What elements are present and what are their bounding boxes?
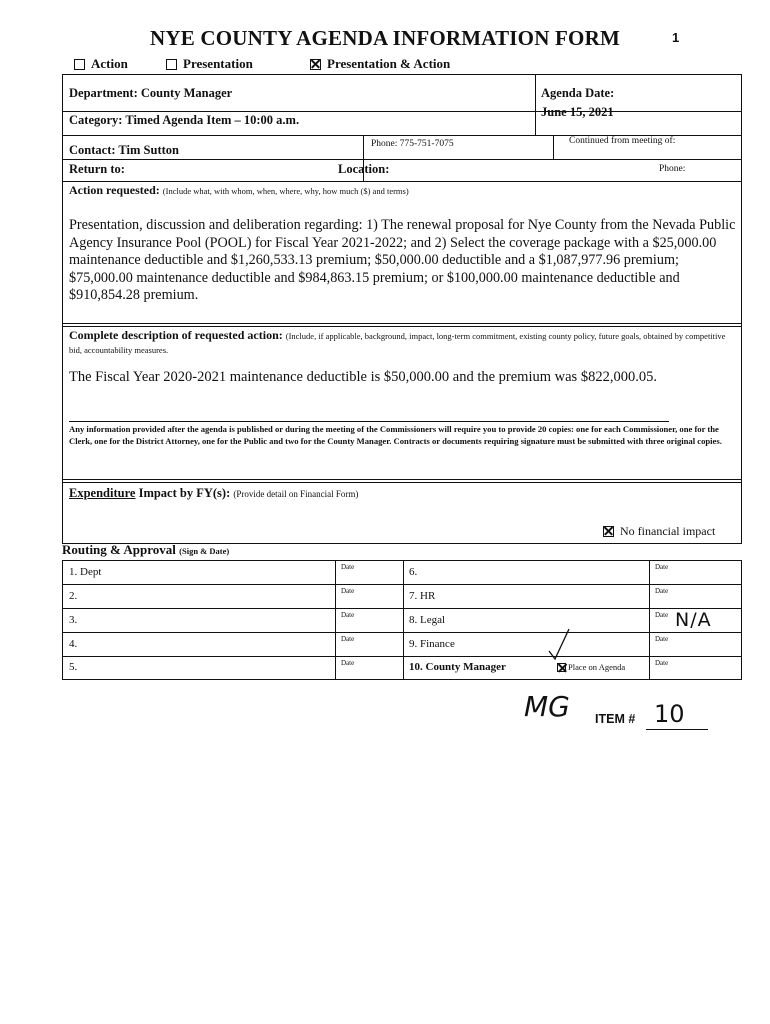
action-requested-text: Presentation, discussion and deliberation regarding: 1) The renewal proposal for Nye County from the Nevada Public Agency Insurance Pool (POOL) for Fiscal Year 2021-2022; and 2) Select the coverage package with a $25,000.00 maintenance deductible and $1,260,533.13 premium; $50,000.00 deductible and a $1,087,977.96 premium; $75,000.00 maintenance deductible and $984,863.15 premium; or $100,000.00 maintenance deductible and $910,854.28 premium. — [69, 217, 736, 303]
item-number-handwritten: 10 — [654, 700, 685, 728]
agenda-date-value: June 15, 2021 — [541, 105, 614, 119]
routing-row: 10. County Manager — [409, 661, 506, 673]
checked-checkbox-icon — [603, 526, 614, 537]
routing-row: 3. — [69, 614, 78, 626]
routing-row: 9. Finance — [409, 638, 455, 650]
date-label: Date — [341, 659, 355, 667]
option-presentation[interactable]: Presentation — [166, 56, 253, 72]
contact-field: Contact: Tim Sutton — [69, 143, 179, 157]
place-on-agenda-checkbox[interactable]: Place on Agenda — [557, 662, 625, 672]
no-financial-impact-checkbox[interactable]: No financial impact — [603, 524, 715, 539]
handwritten-checkmark-icon — [547, 627, 571, 661]
routing-row: 1. Dept — [69, 566, 102, 578]
checked-checkbox-icon — [310, 59, 321, 70]
handwritten-initials: MG — [524, 690, 570, 723]
complete-description-label: Complete description of requested action: (Include, if applicable, background, impact, long-term commitment, existing county policy, future goals, obtained by competitive bid, accountability measures. — [69, 328, 726, 355]
routing-row: 6. — [409, 566, 418, 578]
agenda-date-label: Agenda Date: — [541, 86, 615, 100]
routing-row: 8. Legal — [409, 614, 446, 626]
date-label: Date — [341, 587, 355, 595]
date-label: Date — [655, 587, 669, 595]
action-requested-label: Action requested: (Include what, with whom, when, where, why, how much ($) and terms) — [69, 183, 409, 197]
legal-date-handwritten: N/A — [675, 609, 712, 631]
item-label: ITEM # — [595, 712, 636, 726]
category-field: Category: Timed Agenda Item – 10:00 a.m. — [69, 113, 300, 127]
checkbox-icon — [74, 59, 85, 70]
date-label: Date — [341, 563, 355, 571]
routing-row: 7. HR — [409, 590, 436, 602]
continued-from-field: Continued from meeting of: — [569, 136, 676, 146]
date-label: Date — [655, 563, 669, 571]
complete-description-text: The Fiscal Year 2020-2021 maintenance deductible is $50,000.00 and the premium was $822,000.05. — [69, 369, 657, 385]
routing-approval-label: Routing & Approval (Sign & Date) — [62, 542, 230, 557]
page-number: 1 — [672, 30, 680, 45]
date-label: Date — [341, 611, 355, 619]
location-field: Location: — [338, 162, 390, 176]
date-label: Date — [655, 611, 669, 619]
routing-row: 2. — [69, 590, 78, 602]
routing-table — [62, 560, 742, 680]
agenda-form — [62, 74, 742, 544]
date-label: Date — [341, 635, 355, 643]
phone-label: Phone: — [659, 164, 686, 174]
option-action[interactable]: Action — [74, 56, 128, 72]
department-field: Department: County Manager — [69, 86, 233, 100]
submission-notice: Any information provided after the agenda is published or during the meeting of the Commissioners will require you to provide 20 copies: one for each Commissioner, one for the Clerk, one for the District Attorney, one for the Public and two for the County Manager. Contracts or documents requiring signature must be submitted with three original copies. — [69, 424, 722, 446]
date-label: Date — [655, 659, 669, 667]
expenditure-label: Expenditure Impact by FY(s): (Provide detail on Financial Form) — [69, 486, 359, 500]
form-title: NYE COUNTY AGENDA INFORMATION FORM — [150, 26, 620, 50]
checked-checkbox-icon — [557, 663, 566, 672]
item-number-line — [646, 729, 708, 730]
checkbox-icon — [166, 59, 177, 70]
routing-row: 4. — [69, 638, 78, 650]
date-label: Date — [655, 635, 669, 643]
option-presentation-and-action[interactable]: Presentation & Action — [310, 56, 450, 72]
return-to-field: Return to: — [69, 162, 125, 176]
routing-row: 5. — [69, 661, 78, 673]
phone-field: Phone: 775-751-7075 — [371, 139, 454, 149]
